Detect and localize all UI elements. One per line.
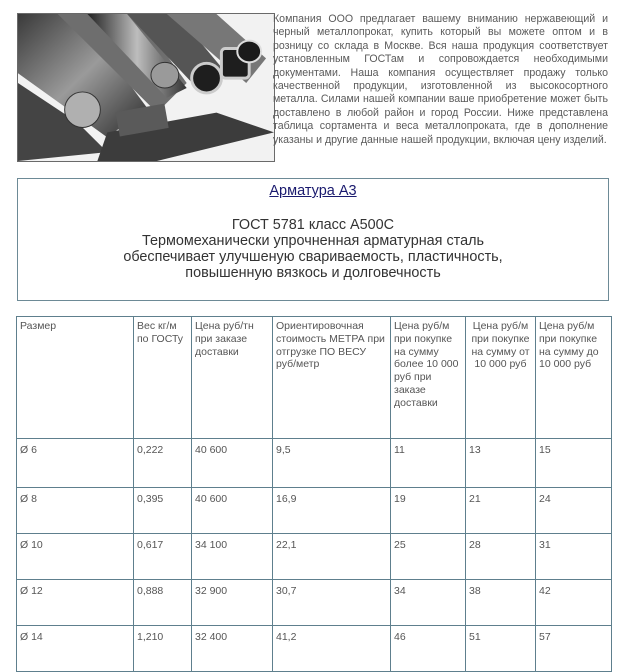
- cell-price-under-10000: 15: [536, 439, 612, 488]
- cell-size: Ø 10: [17, 534, 134, 580]
- cell-size: Ø 12: [17, 580, 134, 626]
- cell-meter-cost: 9,5: [273, 439, 391, 488]
- company-intro: [273, 13, 608, 147]
- cell-price-from-10000: 13: [466, 439, 536, 488]
- table-row: [17, 534, 612, 580]
- cell-weight: 0,888: [134, 580, 192, 626]
- cell-price-over-10000: 11: [391, 439, 466, 488]
- table-header-row: [17, 317, 612, 439]
- cell-weight: 0,395: [134, 488, 192, 534]
- product-description-line: Термомеханически упрочненная арматурная сталь: [142, 233, 484, 249]
- cell-price-ton: 40 600: [192, 488, 273, 534]
- product-title-link[interactable]: Арматура А3: [269, 183, 357, 199]
- cell-weight: 0,617: [134, 534, 192, 580]
- product-description-line: повышенную вязкось и долговечность: [185, 265, 441, 281]
- cell-weight: 1,210: [134, 626, 192, 672]
- cell-price-ton: 32 400: [192, 626, 273, 672]
- table-row: [17, 580, 612, 626]
- column-header-weight: Вес кг/м по ГОСТу: [134, 317, 192, 439]
- column-header-price-under-10000: Цена руб/м при покупке на сумму до 10 000 руб: [536, 317, 612, 439]
- cell-price-under-10000: 57: [536, 626, 612, 672]
- cell-price-from-10000: 21: [466, 488, 536, 534]
- cell-size: Ø 6: [17, 439, 134, 488]
- column-header-price-ton: Цена руб/тн при заказе доставки: [192, 317, 273, 439]
- intro-text: Компания ООО предлагает вашему вниманию нержавеющий и черный металлопрокат, купить который вы можете оптом и в розницу со склада в Москве. Вся наша продукция соответствует установленным ГОСТам и сопровождается необходимыми документами. Наша компания осуществляет продажу только качественной продукции, изготовленной из высокосортного металла. Силами нашей компании ваше приобретение может быть доставлено в любой район и город России. Ниже представлена таблица сортамента и веса металлопроката, где в дополнение указаны и другие данные нашей продукции, включая цену изделий.: [273, 13, 608, 146]
- cell-price-from-10000: 51: [466, 626, 536, 672]
- product-description-line: обеспечивает улучшеную свариваемость, пластичность,: [123, 249, 503, 265]
- column-header-size: Размер: [17, 317, 134, 439]
- product-header: [17, 178, 609, 301]
- cell-price-over-10000: 25: [391, 534, 466, 580]
- cell-meter-cost: 30,7: [273, 580, 391, 626]
- cell-meter-cost: 22,1: [273, 534, 391, 580]
- metal-products-illustration: [18, 14, 274, 161]
- cell-meter-cost: 16,9: [273, 488, 391, 534]
- table-row: [17, 488, 612, 534]
- cell-price-under-10000: 42: [536, 580, 612, 626]
- cell-price-under-10000: 31: [536, 534, 612, 580]
- table-row: [17, 439, 612, 488]
- table-row: [17, 626, 612, 672]
- cell-size: Ø 14: [17, 626, 134, 672]
- cell-meter-cost: 41,2: [273, 626, 391, 672]
- price-table: [16, 316, 612, 672]
- cell-price-under-10000: 24: [536, 488, 612, 534]
- cell-price-from-10000: 28: [466, 534, 536, 580]
- cell-weight: 0,222: [134, 439, 192, 488]
- cell-size: Ø 8: [17, 488, 134, 534]
- cell-price-over-10000: 34: [391, 580, 466, 626]
- cell-price-ton: 34 100: [192, 534, 273, 580]
- cell-price-ton: 32 900: [192, 580, 273, 626]
- column-header-price-from-10000: Цена руб/м при покупке на сумму от 10 000 руб: [466, 317, 536, 439]
- cell-price-ton: 40 600: [192, 439, 273, 488]
- product-description: [18, 217, 608, 281]
- metal-products-photo: [17, 13, 275, 162]
- cell-price-over-10000: 19: [391, 488, 466, 534]
- cell-price-from-10000: 38: [466, 580, 536, 626]
- column-header-meter-cost: Ориентировочная стоимость МЕТРА при отгрузке ПО ВЕСУ руб/метр: [273, 317, 391, 439]
- cell-price-over-10000: 46: [391, 626, 466, 672]
- product-standard: ГОСТ 5781 класс А500С: [231, 217, 395, 233]
- column-header-price-over-10000-delivery: Цена руб/м при покупке на сумму более 10 000 руб при заказе доставки: [391, 317, 466, 439]
